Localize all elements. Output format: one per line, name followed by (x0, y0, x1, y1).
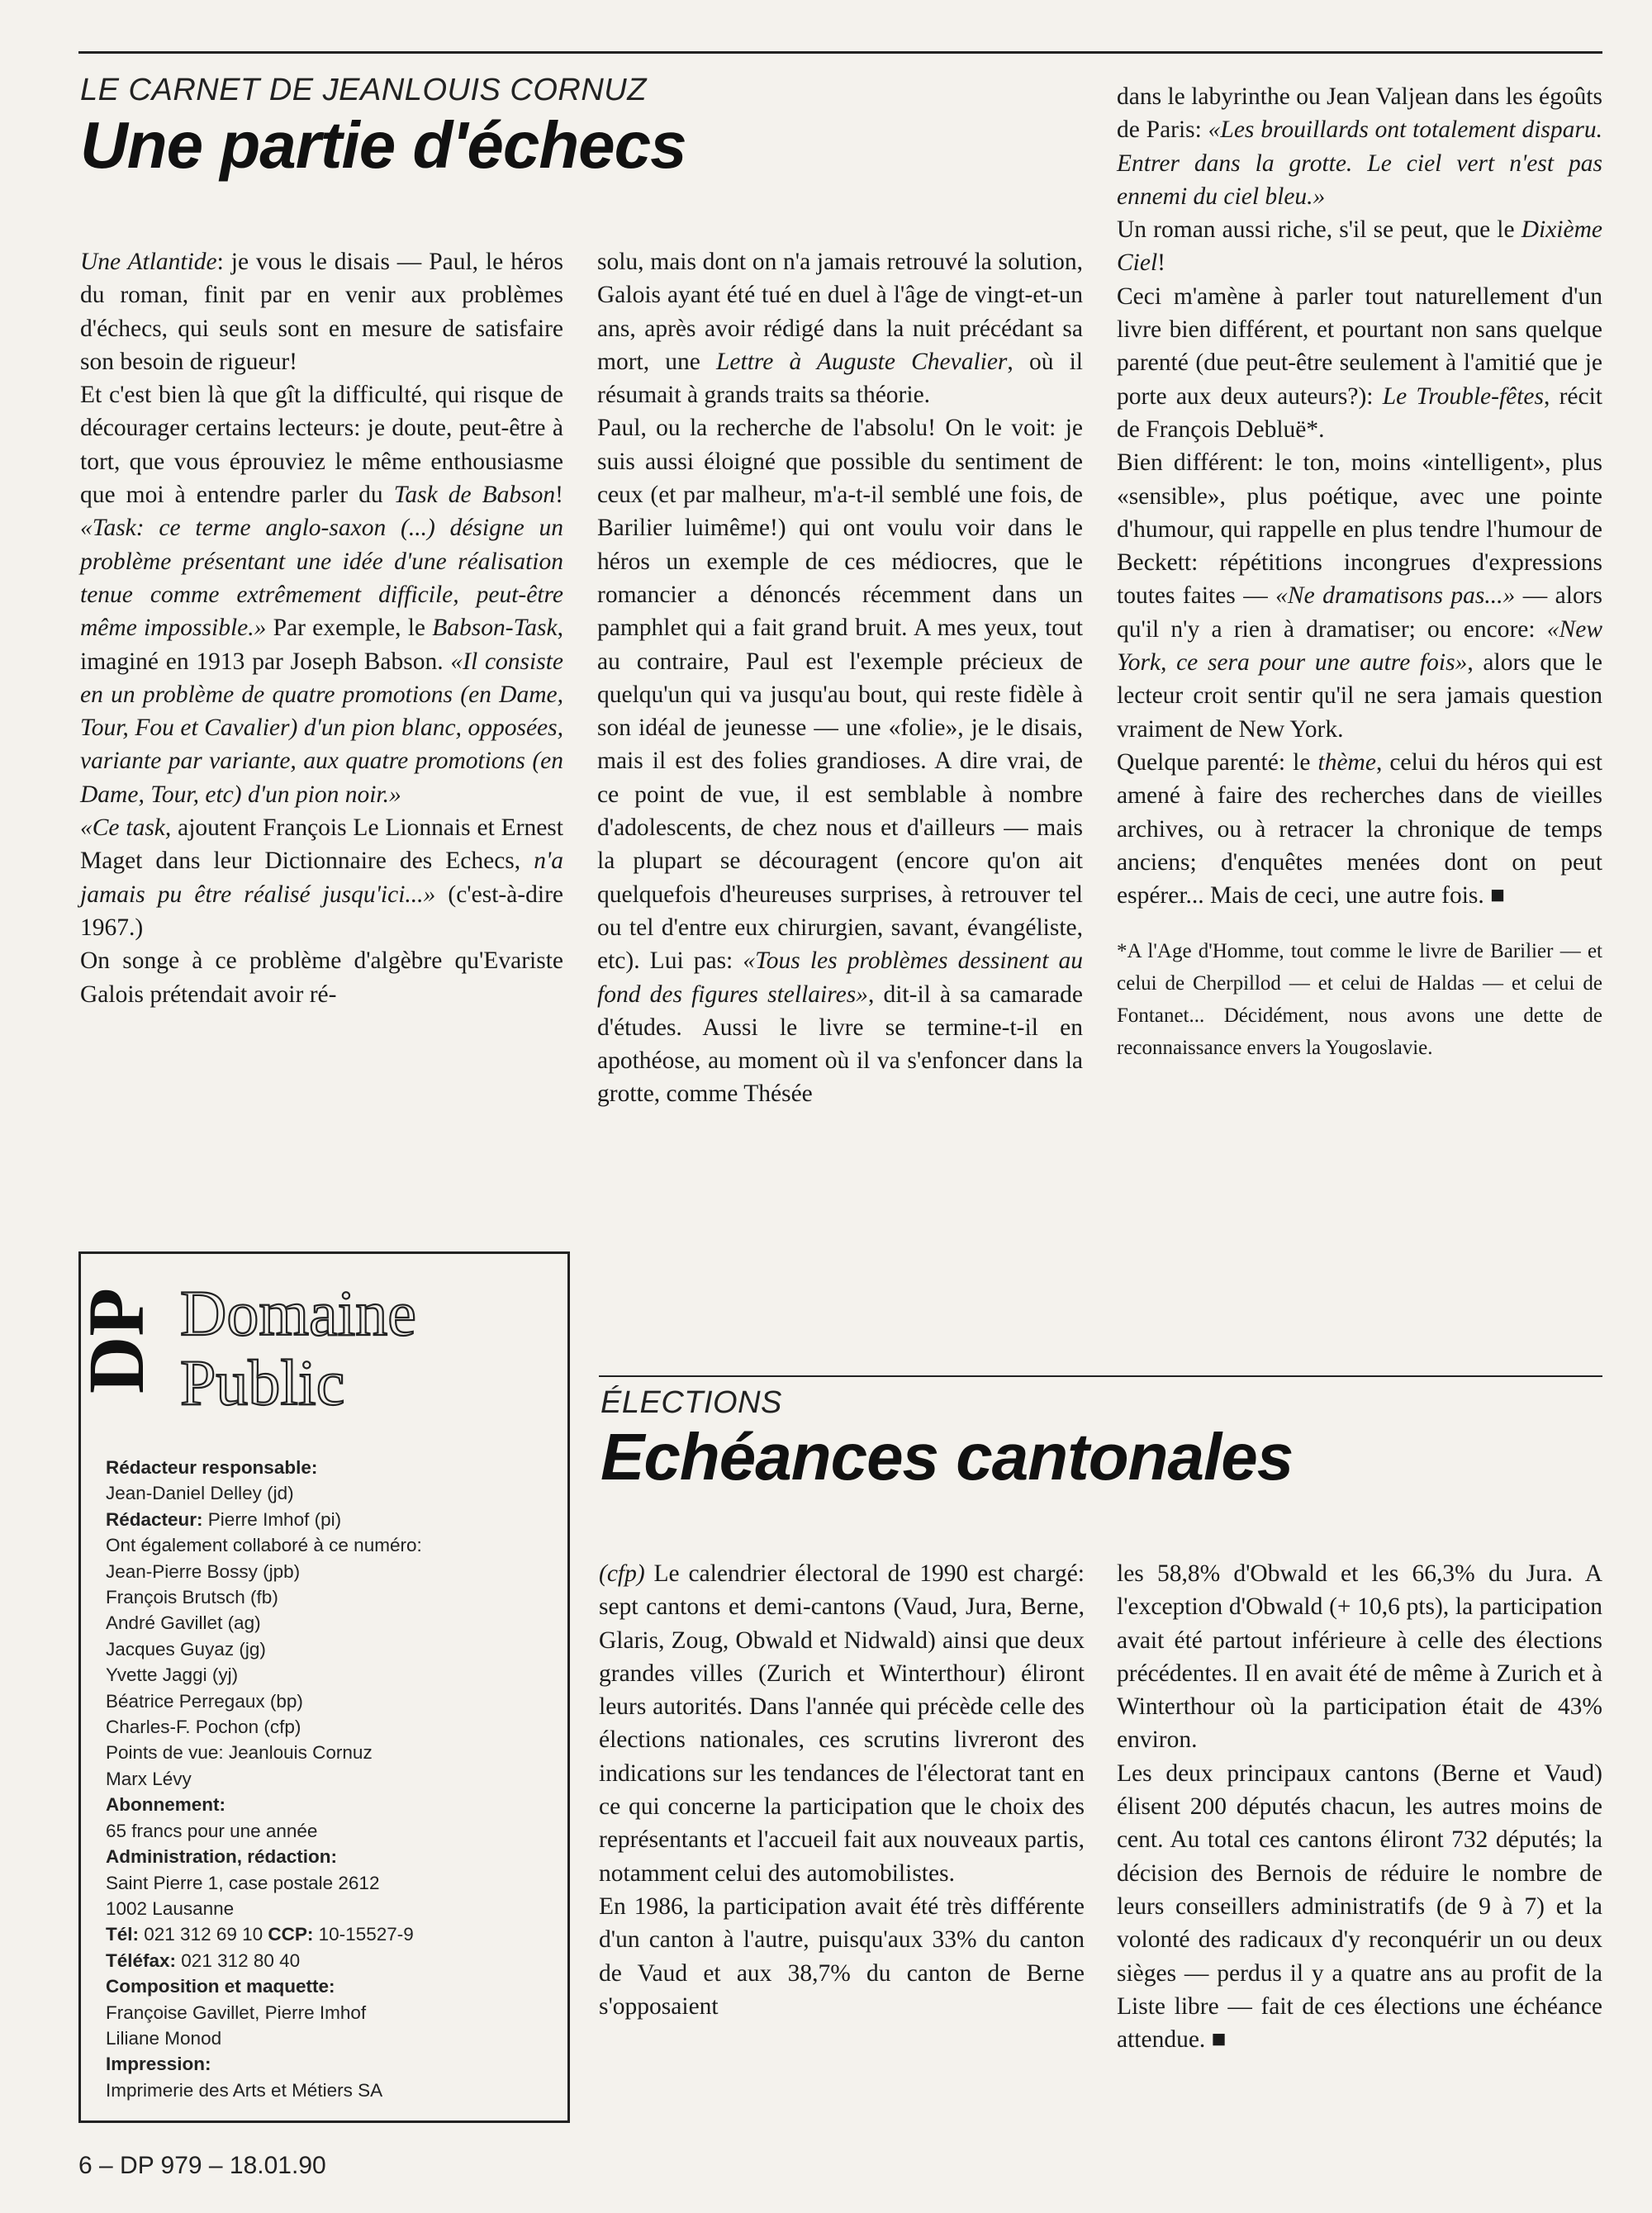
text: Ceci m'amène à parler tout naturellement d'un livre bien différent, et pourtant non sans quelque parenté (due peut-être seulement à l'amitié que je porte aux deux auteurs?): (1117, 283, 1602, 410)
text: Un roman aussi riche, s'il se peut, que le (1117, 216, 1521, 244)
info-text: 65 francs pour une année (106, 1820, 318, 1841)
page-folio: 6 – DP 979 – 18.01.90 (78, 2152, 326, 2179)
quote: «Task: ce terme anglo-saxon (...) désigne un problème présentant une idée d'une réalisation tenue comme extrêmement difficile, peut-être même impossible.» (80, 515, 563, 642)
info-text: Yvette Jaggi (yj) (106, 1664, 239, 1686)
masthead-name-line1: Domaine (180, 1277, 416, 1349)
info-line (106, 2025, 568, 2051)
paragraph (597, 245, 1083, 411)
info-text: Charles-F. Pochon (cfp) (106, 1717, 301, 1738)
info-label: Administration, rédaction: (106, 1846, 338, 1868)
article1-column-3 (1117, 80, 1602, 1064)
masthead-box (72, 1251, 570, 2123)
info-text: Jean-Pierre Bossy (jpb) (106, 1560, 301, 1582)
text: , imaginé en 1913 par Joseph Babson. (80, 615, 563, 675)
paragraph (80, 378, 563, 811)
info-text: Ont également collaboré à ce numéro: (106, 1535, 422, 1556)
info-label: Composition et maquette: (106, 1976, 335, 1997)
text: Quelque parenté: le (1117, 748, 1318, 776)
info-text: Imprimerie des Arts et Métiers SA (106, 2079, 383, 2101)
text: , récit de François Debluë*. (1117, 382, 1603, 443)
article1-kicker: LE CARNET DE JEANLOUIS CORNUZ (80, 73, 647, 107)
quote: «Il consiste en un problème de quatre promotions (en Dame, Tour, Fou et Cavalier) d'un pion blanc, opposées, variante par variante, aux quatre promotions (en Dame, Tour, etc) d'un pion noir.» (80, 648, 563, 808)
text: Le calendrier électoral de 1990 est chargé: sept cantons et demi-cantons (Vaud, Jura, Berne, Glaris, Zoug, Obwald et Nidwald) ainsi que deux grandes villes (Zurich et Winterthour) éliront leurs autorités. Dans l'année qui précède celle des élections nationales, ces scrutins livreront des indications sur les tendances de l'électorat tant en ce qui concerne la participation que le choix des représentants et l'accueil fait aux nouveaux partis, notamment celui des automobilistes. (599, 1560, 1085, 1887)
info-text: Saint Pierre 1, case postale 2612 (106, 1872, 380, 1893)
info-text: 1002 Lausanne (106, 1897, 235, 1919)
article2-column-1 (599, 1557, 1085, 2023)
article2-column-2 (1117, 1557, 1602, 2056)
footnote: *A l'Age d'Homme, tout comme le livre de Barilier — et celui de Cherpillod — et celui de Haldas — et celui de Fontanet... Décidément, nous avons une dette de reconnaissance envers la Yougoslavie. (1117, 940, 1602, 1060)
text: En 1986, la participation avait été très différente d'un canton à l'autre, puisqu'aux 33% du canton de Vaud et aux 38,7% du canton de Berne s'opposaient (599, 1892, 1085, 2020)
paragraph (1117, 1757, 1602, 2057)
info-line (106, 1636, 568, 1662)
text: ! (555, 482, 563, 509)
text: Et c'est bien là que gît la difficulté, qui risque de décourager certains lecteurs: je doute, peut-être à tort, que vous éprouviez le même enthousiasme que moi à entendre parler du (80, 382, 563, 509)
info-text: Françoise Gavillet, Pierre Imhof (106, 2002, 367, 2023)
paragraph (599, 1557, 1085, 1890)
italic-text: Lettre à Auguste Chevalier (716, 348, 1008, 375)
book-title: Dixième Ciel (1117, 216, 1602, 277)
text: : je vous le disais — Paul, le héros du roman, finit par en venir aux problèmes d'échecs, qui seuls sont en mesure de satisfaire son besoin de rigueur! (80, 249, 563, 375)
text: , dit-il à sa camarade d'études. Aussi le livre se termine-t-il en apothéose, au moment où il va s'enfoncer dans la grotte, comme Thésée (597, 981, 1083, 1108)
info-label: Tél: (106, 1924, 140, 1945)
italic-text: thème (1317, 748, 1376, 776)
paragraph (1117, 446, 1602, 746)
info-text: Points de vue: Jeanlouis Cornuz (106, 1742, 373, 1764)
paragraph (80, 944, 563, 1011)
paragraph (80, 245, 563, 378)
info-line (106, 1610, 568, 1636)
article2-kicker: ÉLECTIONS (601, 1385, 782, 1420)
text: Paul, ou la recherche de l'absolu! On le voit: je suis aussi éloigné que possible du sentiment de ceux (et par malheur, m'a-t-il semblé une fois, de Barilier luimême!) qui ont voulu voir dans le héros un exemple de ces médiocres, que le romancier a dénoncés récemment dans un pamphlet qui a fait grand bruit. A mes yeux, tout au contraire, Paul est l'exemple précieux de quelqu'un qui va jusqu'au bout, qui reste fidèle à son idéal de jeunesse — une «folie», je le disais, mais il est des folies grandioses. A dire vrai, de ce point de vue, il est semblable à nombre d'adolescents, de chez nous et d'ailleurs — mais la plupart se découragent (encore qu'on ait quelquefois d'heureuses surprises, à retrouver tel ou tel d'entre eux chirurgien, savant, évangéliste, etc). Lui pas: (597, 415, 1083, 975)
info-line (106, 1507, 568, 1532)
paragraph (599, 1890, 1085, 2023)
text: Bien différent: le ton, moins «intelligent», plus «sensible», plus poétique, avec une pointe d'humour, qui rappelle en plus tendre l'humour de Beckett: répétitions incongrues d'expressions toutes faites — (1117, 449, 1602, 610)
text: — alors qu'il n'y a rien à dramatiser; ou encore: (1117, 582, 1603, 643)
info-line (106, 1455, 568, 1480)
info-text: Jean-Daniel Delley (jd) (106, 1483, 294, 1504)
info-text: 10-15527-9 (313, 1924, 414, 1945)
info-line (106, 1688, 568, 1714)
info-line (106, 1921, 568, 1947)
info-text: Pierre Imhof (pi) (202, 1508, 342, 1530)
text: solu, mais dont on n'a jamais retrouvé la solution, Galois ayant été tué en duel à l'âge de vingt-et-un ans, après avoir rédigé dans la nuit précédant sa mort, une (597, 249, 1083, 375)
quote: «Tous les problèmes dessinent au fond des figures stellaires» (597, 947, 1083, 1008)
italic-text: Task de Babson (393, 482, 556, 509)
masthead-name-line2: Public (180, 1346, 345, 1418)
quote: «Ne dramatisons pas...» (1275, 582, 1516, 610)
paragraph (80, 811, 563, 944)
text: On songe à ce problème d'algèbre qu'Evariste Galois prétendait avoir ré- (80, 947, 563, 1008)
info-text: Béatrice Perregaux (bp) (106, 1690, 303, 1712)
info-text: 021 312 80 40 (176, 1949, 301, 1971)
info-line (106, 1584, 568, 1610)
quote: «New York, ce sera pour une autre fois» (1117, 615, 1602, 677)
text: Par exemple, le (266, 615, 433, 642)
info-line (106, 1480, 568, 1506)
text: dans le labyrinthe ou Jean Valjean dans les égoûts de Paris: (1117, 83, 1602, 144)
info-text: Jacques Guyaz (jg) (106, 1638, 266, 1660)
text: ! (1157, 249, 1165, 277)
info-line (106, 1818, 568, 1844)
dp-logo-letters: DP (72, 1288, 160, 1394)
info-label: Abonnement: (106, 1794, 225, 1816)
info-label: Rédacteur responsable: (106, 1457, 318, 1478)
paragraph (597, 411, 1083, 1110)
info-line (106, 1714, 568, 1740)
text: , alors que le lecteur croit sentir qu'il ne sera jamais question vraiment de New York. (1117, 649, 1602, 743)
info-line (106, 2078, 568, 2103)
section-rule (599, 1375, 1602, 1377)
info-line (106, 1948, 568, 1973)
info-text: 021 312 69 10 (139, 1924, 268, 1945)
paragraph (1117, 280, 1602, 446)
info-text: André Gavillet (ag) (106, 1612, 261, 1634)
article1-title: Une partie d'échecs (80, 108, 686, 182)
paragraph (1117, 80, 1602, 213)
quote: «Ce task, (80, 814, 172, 842)
info-line (106, 1792, 568, 1817)
text: , celui du héros qui est amené à faire des recherches dans de vieilles archives, ou à retracer la chronique de temps anciens; d'enquêtes menées dont on peut espérer... Mais de ceci, une autre fois. ■ (1117, 748, 1602, 909)
text: ajoutent François Le Lionnais et Ernest Maget dans leur Dictionnaire des Echecs, (80, 814, 563, 875)
text: (c'est-à-dire 1967.) (80, 881, 563, 941)
info-text: Marx Lévy (106, 1768, 192, 1789)
info-line (106, 1559, 568, 1584)
article1-column-1 (80, 245, 563, 1011)
text: , où il résumait à grands traits sa théorie. (597, 348, 1083, 409)
info-line (106, 1870, 568, 1896)
domaine-public-logo (72, 1270, 560, 1418)
info-text: Liliane Monod (106, 2027, 222, 2049)
info-line (106, 2000, 568, 2025)
author-initials: (cfp) (599, 1560, 645, 1587)
info-line (106, 1973, 568, 1999)
info-line (106, 1532, 568, 1558)
info-label: CCP: (268, 1924, 314, 1945)
info-label: Rédacteur: (106, 1508, 203, 1530)
quote: «Les brouillards ont totalement disparu. Entrer dans la grotte. Le ciel vert n'est pas ennemi du ciel bleu.» (1117, 116, 1602, 210)
text: Les deux principaux cantons (Berne et Vaud) élisent 200 députés chacun, les autres moins de cent. Au total ces cantons éliront 732 députés; la décision des Bernois de réduire le nombre de leurs conseillers administratifs (de 9 à 7) et la volonté des radicaux d'y reconquérir un ou deux sièges — perdus il y a quatre ans au profit de la Liste libre — fait de ces élections une échéance attendue. ■ (1117, 1759, 1602, 2054)
quote: n'a jamais pu être réalisé jusqu'ici...» (80, 848, 563, 908)
text: les 58,8% d'Obwald et les 66,3% du Jura. A l'exception d'Obwald (+ 10,6 pts), la participation avait été partout inférieure à celle des élections précédentes. Il en avait été de même à Zurich et à Winterthour où la participation était de 43% environ. (1117, 1560, 1602, 1754)
article2-title: Echéances cantonales (601, 1420, 1294, 1494)
italic-text: Babson-Task (432, 615, 558, 642)
info-label: Impression: (106, 2054, 211, 2075)
info-line (106, 1766, 568, 1792)
top-rule (78, 51, 1602, 54)
book-title: Le Trouble-fêtes (1382, 382, 1545, 410)
info-line (106, 1844, 568, 1869)
info-line (106, 1896, 568, 1921)
article1-column-2 (597, 245, 1083, 1111)
paragraph (1117, 1557, 1602, 1757)
info-line (106, 2051, 568, 2077)
info-label: Téléfax: (106, 1949, 177, 1971)
masthead-info (106, 1455, 568, 2103)
paragraph (1117, 746, 1602, 912)
info-line (106, 1740, 568, 1765)
info-text: François Brutsch (fb) (106, 1587, 278, 1608)
book-title: Une Atlantide (80, 249, 217, 275)
info-line (106, 1662, 568, 1688)
paragraph (1117, 213, 1602, 280)
